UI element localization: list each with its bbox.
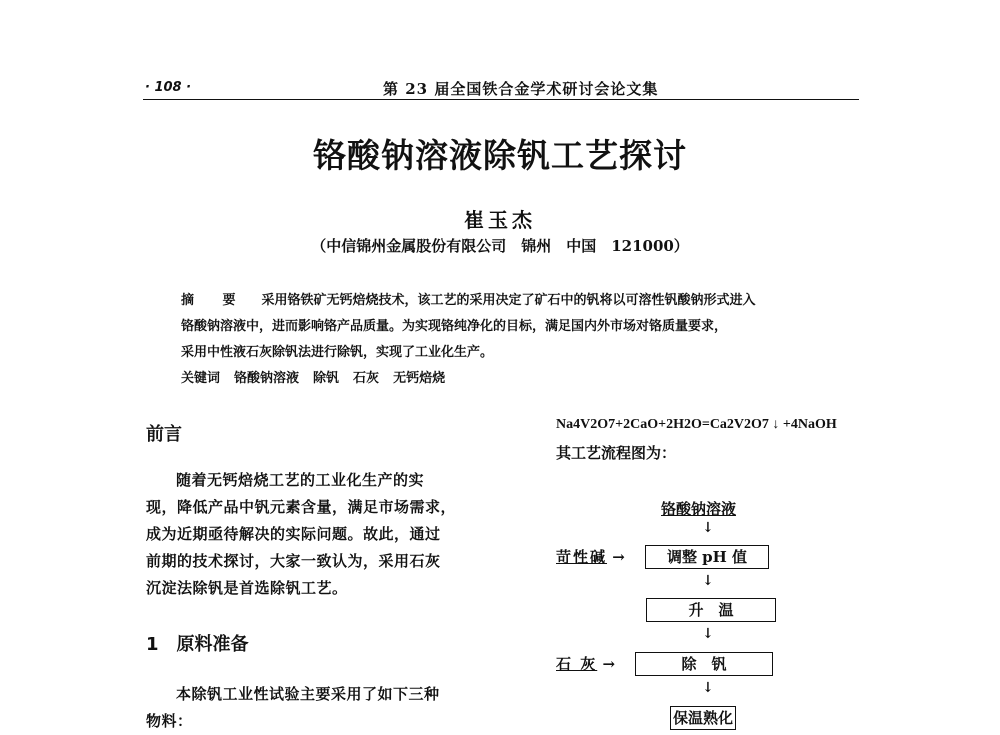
section-heading-materials: 1 原料准备	[146, 634, 249, 655]
keyword: 铬酸钠溶液	[234, 371, 300, 386]
body-line: 成为近期亟待解决的实际问题。故此，通过	[146, 525, 441, 543]
arrow-down-icon: ↓	[702, 680, 714, 696]
flowchart-start: 铬酸钠溶液	[661, 500, 737, 518]
keyword: 石灰	[353, 371, 380, 386]
author: 崔玉杰	[464, 208, 536, 232]
arrow-down-icon: ↓	[702, 626, 714, 642]
affiliation: （中信锦州金属股份有限公司 锦州 中国 121000）	[311, 237, 689, 255]
running-title: 第 23 届全国铁合金学术研讨会论文集	[383, 80, 659, 98]
body-line: 随着无钙焙烧工艺的工业化生产的实	[176, 471, 425, 489]
chemical-equation: Na4V2O7+2CaO+2H2O=Ca2V2O7 ↓ +4NaOH	[556, 417, 837, 432]
abstract-label: 摘 要	[181, 293, 248, 308]
paper-title: 铬酸钠溶液除钒工艺探讨	[313, 136, 687, 175]
arrow-right-icon: →	[602, 655, 616, 673]
keywords-label: 关键词	[181, 371, 221, 386]
abstract-line: 铬酸钠溶液中，进而影响铬产品质量。为实现铬纯净化的目标，满足国内外市场对铬质量要求，	[181, 319, 728, 334]
body-line: 现，降低产品中钒元素含量，满足市场需求，	[146, 498, 457, 516]
arrow-right-icon: →	[612, 548, 625, 566]
flowchart-step: 除 钒	[635, 652, 773, 676]
abstract-text: 采用铬铁矿无钙焙烧技术，该工艺的采用决定了矿石中的钒将以可溶性钒酸钠形式进入	[261, 293, 756, 308]
body-line: 沉淀法除钒是首选除钒工艺。	[146, 579, 348, 597]
flowchart-step: 升 温	[646, 598, 776, 622]
arrow-down-icon: ↓	[702, 573, 714, 589]
flow-intro: 其工艺流程图为：	[556, 444, 677, 462]
section-heading-preface: 前言	[146, 424, 182, 445]
flowchart-step: 保温熟化	[670, 706, 736, 730]
flowchart-input-label: 苛性碱	[556, 548, 608, 566]
header-rule	[143, 99, 859, 100]
flowchart-input-label: 石 灰	[556, 655, 598, 673]
flowchart-input	[556, 546, 625, 567]
flowchart-step: 调整 pH 值	[645, 545, 769, 569]
keyword: 无钙焙烧	[393, 371, 446, 386]
body-line: 物料：	[146, 712, 193, 730]
abstract-line: 采用中性液石灰除钒法进行除钒，实现了工业化生产。	[181, 345, 494, 360]
arrow-down-icon: ↓	[702, 520, 714, 536]
page-number: · 108 ·	[145, 80, 192, 95]
keywords-line	[181, 367, 459, 386]
keyword: 除钒	[313, 371, 340, 386]
body-line: 本除钒工业性试验主要采用了如下三种	[176, 685, 440, 703]
flowchart-input	[556, 653, 615, 674]
abstract-line	[181, 289, 756, 308]
body-line: 前期的技术探讨，大家一致认为，采用石灰	[146, 552, 441, 570]
